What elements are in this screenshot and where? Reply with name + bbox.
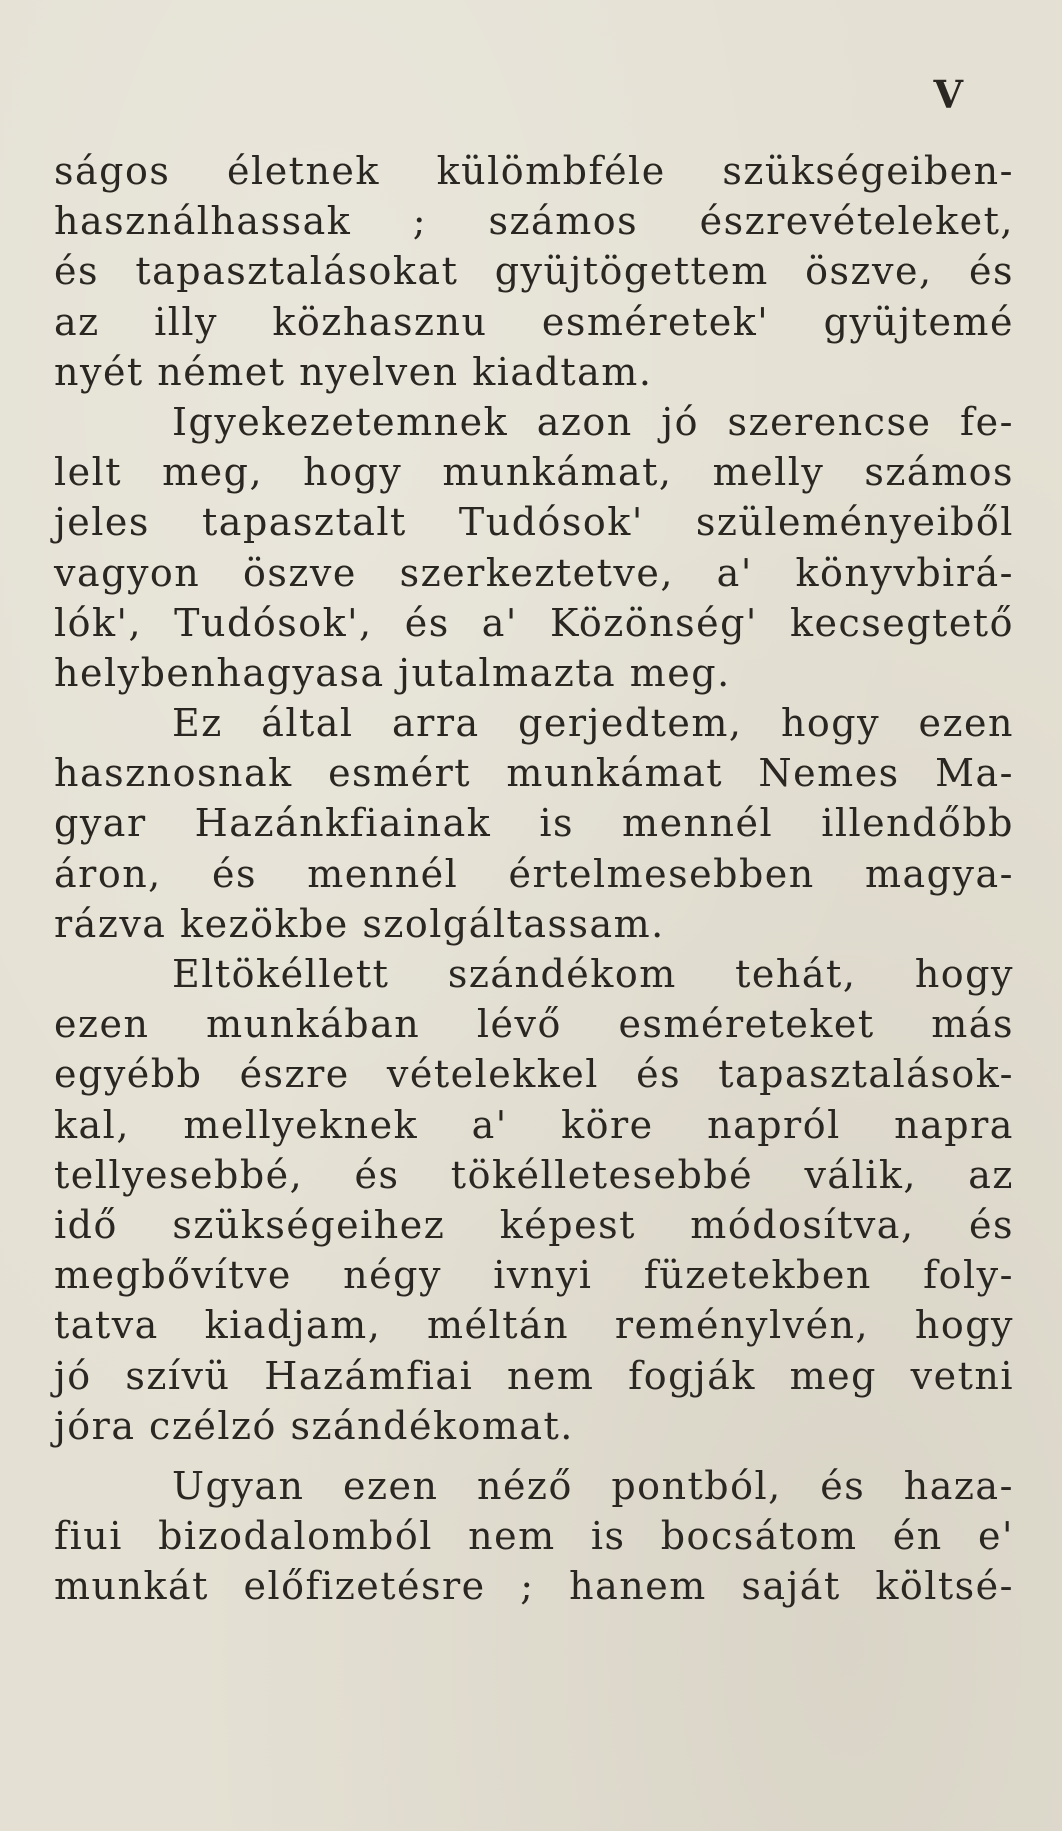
text-line: vagyon öszve szerkeztetve, a' könyvbirá- [54, 550, 1014, 595]
text-line: jóra czélzó szándékomat. [54, 1403, 574, 1448]
text-line: idő szükségeihez képest módosítva, és [54, 1202, 1014, 1247]
text-line: helybenhagyasa jutalmazta meg. [54, 650, 731, 695]
text-line: egyébb észre vételekkel és tapasztalások- [54, 1052, 1014, 1097]
text-line: jó szívü Hazámfiai nem fogják meg vetni [54, 1353, 1014, 1398]
text-line: az illy közhasznu esméretek' gyüjtemé [54, 299, 1014, 344]
paragraph-start-line: Igyekezetemnek azon jó szerencse fe- [172, 399, 1014, 444]
paragraph-start-line: Ez által arra gerjedtem, hogy ezen [172, 701, 1014, 746]
paragraph-start-line: Ugyan ezen néző pontból, és haza- [172, 1463, 1014, 1508]
text-line: hasznosnak esmért munkámat Nemes Ma- [54, 751, 1014, 796]
text-line: ságos életnek külömbféle szükségeiben- [54, 149, 1014, 193]
paragraph-start-line: Eltökéllett szándékom tehát, hogy [172, 952, 1014, 996]
text-line: és tapasztalásokat gyüjtögettem öszve, és [54, 249, 1014, 294]
text-line: tellyesebbé, és tökélletesebbé válik, az [54, 1152, 1014, 1197]
text-line: nyét német nyelven kiadtam. [54, 349, 653, 394]
page-number: V [933, 72, 964, 117]
text-line: lelt meg, hogy munkámat, melly számos [54, 450, 1014, 495]
text-line: használhassak ; számos észrevételeket, [54, 199, 1014, 244]
text-line: rázva kezökbe szolgáltassam. [54, 901, 665, 946]
text-line: lók', Tudósok', és a' Közönség' kecsegtető [54, 600, 1014, 645]
text-line: munkát előfizetésre ; hanem saját költsé- [54, 1564, 1014, 1609]
text-line: kal, mellyeknek a' köre napról napra [54, 1102, 1014, 1147]
text-line: áron, és mennél értelmesebben magya- [54, 851, 1014, 896]
text-line: fiui bizodalomból nem is bocsátom én e' [54, 1514, 1014, 1559]
text-line: gyar Hazánkfiainak is mennél illendőbb [54, 801, 1014, 846]
text-line: ezen munkában lévő esméreteket más [54, 1002, 1014, 1047]
text-line: jeles tapasztalt Tudósok' szüleményeiből [54, 500, 1014, 545]
text-line: tatva kiadjam, méltán reménylvén, hogy [54, 1303, 1014, 1348]
body-text [54, 146, 1014, 1611]
text-line: megbővítve négy ivnyi füzetekben foly- [54, 1253, 1014, 1298]
